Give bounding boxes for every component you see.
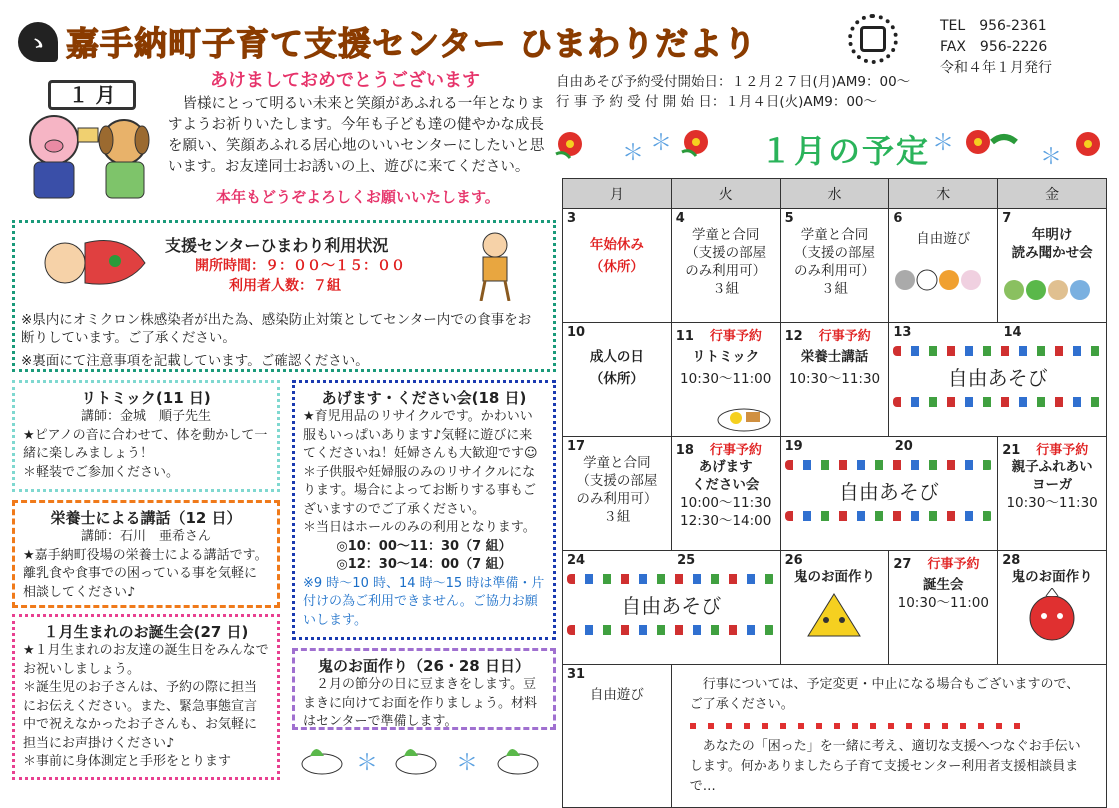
calendar-day [671, 323, 780, 437]
calendar-week [563, 665, 1107, 808]
yellow-oni-mask-icon [804, 590, 864, 640]
birthday-text: ★１月生まれのお友達の誕生日をみんなでお祝いしましょう。 [23, 643, 269, 677]
day-event: （休所） [589, 371, 644, 387]
camellia-icon [1070, 130, 1106, 160]
day-number: 26 [784, 553, 803, 568]
snow-rabbit-decoration [296, 736, 546, 782]
day-event: （支援の部屋 [685, 245, 767, 261]
day-number: 5 [784, 211, 794, 226]
bead-decoration [893, 397, 1102, 407]
fax: FAX 956-2226 [940, 39, 1048, 55]
day-number: 3 [567, 211, 577, 226]
recycle-text: ＊子供服や妊婦服のみのリサイクルになります。場合によってお断りする事もございますのでご了承ください。 [303, 464, 536, 517]
day-event: （支援の部屋 [793, 245, 875, 261]
snowflake-icon: ＊ [932, 131, 955, 156]
usage-note: ※県内にオミクロン株感染者が出た為、感染防止対策としてセンター内での食事をお断りしています。ご了承ください。 [21, 312, 532, 346]
calendar-day [563, 323, 672, 437]
calendar-day [671, 209, 780, 323]
rhythmic-text: ★ピアノの音に合わせて、体を動かして一緒に楽しみましょう！ [23, 427, 268, 461]
january-calendar [562, 178, 1107, 808]
zodiac-animals-icon [1002, 272, 1102, 308]
day-number: 17 [567, 439, 586, 454]
snowflake-icon: ＊ [622, 141, 645, 166]
weekday-header: 金 [998, 179, 1107, 209]
reservation-tag: 行事予約 [1036, 443, 1089, 458]
calendar-week [563, 209, 1107, 323]
calendar-week [563, 437, 1107, 551]
weekday-header: 木 [889, 179, 998, 209]
snowflake-icon: ＊ [1040, 145, 1063, 170]
support-notice: あなたの「困った」を一緒に考え、適切な支援へつなぐお手伝いします。何かありましたら子育て支援センター利用者支援相談員まで… [689, 739, 1081, 794]
nutrition-teacher: 講師：石川 亜希さん [80, 529, 211, 544]
birthday-party-box [12, 614, 280, 780]
oni-mask-box [292, 648, 556, 730]
calendar-day-span [563, 551, 781, 665]
day-event: 親子ふれあい [1011, 459, 1093, 475]
calendar-header-row [563, 179, 1107, 209]
day-event: ３組 [603, 509, 631, 525]
weekday-header: 月 [563, 179, 672, 209]
svg-text:＊: ＊ [456, 751, 479, 776]
camellia-icon [678, 128, 714, 158]
new-year-greeting: あけましておめでとうございます [210, 70, 480, 91]
calendar-notice [671, 665, 1106, 808]
day-time: 12:30～14:00 [680, 513, 772, 529]
camellia-icon [552, 130, 588, 160]
bead-decoration [785, 511, 994, 521]
bead-decoration [785, 460, 994, 470]
day-number: 10 [567, 325, 586, 340]
day-number: 7 [1002, 211, 1012, 226]
tel: TEL 956-2361 [940, 18, 1047, 34]
day-number: 6 [893, 211, 903, 226]
rhythmic-title: リトミック(11 日) [81, 389, 211, 407]
reserve-event: 行 事 予 約 受 付 開 始 日：１月４日(火)AM9：00～ [556, 94, 878, 110]
schedule-title: １月の予定 [760, 132, 931, 170]
month-badge: １ 月 [48, 80, 136, 110]
opening-hours: 開所時間：９：００～１５：００ [195, 258, 405, 274]
bead-decoration [893, 346, 1102, 356]
day-event: 学童と合同 [691, 227, 760, 243]
day-number: 21 [1002, 443, 1021, 458]
day-event: （休所） [589, 259, 644, 275]
day-number: 18 [675, 443, 694, 458]
oni-text: ２月の節分の日に豆まきをします。豆まきに向けてお面を作りましょう。材料はセンターで準備します。 [303, 677, 538, 729]
rhythmic-teacher: 講師：金城 順子先生 [80, 409, 211, 424]
free-play-label: 自由あそび [621, 594, 722, 618]
recycle-event-box [292, 380, 556, 640]
birthday-text: ＊誕生児のお子さんは、予約の際に担当にお伝えください。また、緊急事態宣言中で祝えなかったお子さんも、お気軽に担当にお声掛けください♪ [23, 680, 258, 751]
recycle-text: ＊当日はホールのみの利用となります。 [303, 520, 536, 535]
day-event: 成人の日 [589, 349, 644, 365]
day-event: 自由遊び [589, 687, 644, 703]
day-event: のみ利用可） [793, 263, 875, 279]
birthday-title: １月生まれのお誕生会(27 日) [43, 623, 249, 641]
svg-text:＊: ＊ [356, 751, 379, 776]
day-event: 自由遊び [916, 231, 971, 247]
calendar-day [780, 551, 889, 665]
day-event: 年始休み [589, 237, 644, 253]
oni-title: 鬼のお面作り（26・28 日日） [318, 657, 530, 675]
day-time: 10:30～11:30 [1006, 495, 1098, 511]
day-event: のみ利用可） [685, 263, 767, 279]
pig-and-dog-illustration [14, 110, 164, 200]
calendar-day [780, 323, 889, 437]
day-time: 10:30～11:00 [897, 595, 989, 611]
day-event: 学童と合同 [583, 455, 651, 471]
snowflake-icon: ＊ [650, 131, 673, 156]
day-time: 10:00～11:30 [680, 495, 772, 511]
bead-decoration [567, 574, 776, 584]
usage-note: ※裏面にて注意事項を記載しています。ご確認ください。 [21, 353, 369, 369]
page-title: 嘉手納町子育て支援センター ひまわりだより [66, 24, 758, 63]
bead-decoration [567, 625, 776, 635]
rhythmic-box [12, 380, 280, 492]
day-number: 28 [1002, 553, 1021, 568]
calendar-day [998, 551, 1107, 665]
day-event: 誕生会 [923, 577, 964, 593]
shishi-lion-illustration [35, 233, 155, 293]
day-number: 31 [567, 667, 586, 682]
grandparent-stilts-illustration [455, 227, 535, 301]
day-event: のみ利用可） [576, 491, 658, 507]
calendar-day [998, 209, 1107, 323]
schedule-notice: 行事については、予定変更・中止になる場合もございますので、ご了承ください。 [689, 677, 1080, 712]
day-event: ３組 [712, 281, 740, 297]
greeting-text: 皆様にとって明るい未来と笑顔があふれる一年となりますようお祈りいたします。今年も子ども達の健やかな成長を願い、笑顔あふれる居心地のいいセンターにしたいと思います。お友達同士お誘いの上、遊びに来てください。 [168, 96, 545, 175]
reservation-tag: 行事予約 [709, 329, 762, 344]
day-event: ください会 [691, 477, 760, 493]
day-time: 10:30～11:30 [788, 371, 881, 387]
day-number: 14 [1003, 325, 1022, 340]
usage-title: 支援センターひまわり利用状況 [165, 236, 389, 255]
day-number: 13 [893, 325, 912, 340]
day-number: 11 [675, 329, 694, 344]
recycle-note: ※9 時～10 時、14 時～15 時は準備・片付けの為ご利用できません。ご協力お願いします。 [303, 575, 545, 628]
day-number: 25 [677, 553, 696, 568]
day-number: 19 [784, 439, 803, 454]
day-event: 学童と合同 [800, 227, 869, 243]
town-logo: ゝ [18, 22, 58, 62]
day-event: ３組 [820, 281, 848, 297]
day-event: あげます [698, 459, 753, 475]
calendar-day [563, 437, 672, 551]
recycle-text: ★育児用品のリサイクルです。かわいい服もいっぱいあります♪気軽に遊びに来てくださいね！妊婦さんも大歓迎です☺ [303, 409, 538, 461]
greeting-closing: 本年もどうぞよろしくお願いいたします。 [216, 188, 500, 206]
recycle-title: あげます・ください会(18 日) [321, 389, 527, 407]
breakfast-plate-icon [716, 402, 772, 432]
nutrition-text: ★嘉手納町役場の栄養士による講話です。離乳食や食事での困っている事を気軽に相談してください♪ [23, 547, 268, 600]
dotted-divider [690, 723, 1022, 729]
day-number: 4 [675, 211, 685, 226]
weekday-header: 火 [671, 179, 780, 209]
day-number: 27 [893, 557, 912, 572]
contact-info [940, 16, 1052, 79]
calendar-day-span [780, 437, 998, 551]
day-number: 24 [567, 553, 586, 568]
reservation-tag: 行事予約 [818, 329, 871, 344]
calendar-day [563, 665, 672, 808]
day-event: 栄養士講話 [800, 349, 869, 365]
day-number: 20 [894, 439, 913, 454]
calendar-day [563, 209, 672, 323]
birthday-text: ＊事前に身体測定と手形をとります [23, 754, 232, 769]
day-event: リトミック [692, 349, 760, 365]
reservation-info [556, 72, 910, 112]
day-event: 読み聞かせ会 [1011, 245, 1093, 261]
usage-status-box [12, 220, 556, 372]
visitor-count: 利用者人数：７組 [229, 278, 341, 294]
calendar-day [780, 209, 889, 323]
calendar-day [889, 551, 998, 665]
reservation-tag: 行事予約 [709, 443, 762, 458]
issue-date: 令和４年１月発行 [940, 60, 1052, 76]
day-number: 12 [784, 329, 803, 344]
recycle-time: ◎10：00～11：30（7 組） [336, 538, 512, 554]
free-play-label: 自由あそび [838, 480, 939, 504]
recycle-time: ◎12：30～14：00（7 組） [336, 557, 512, 572]
calendar-week [563, 323, 1107, 437]
calendar-week [563, 551, 1107, 665]
zodiac-animals-icon [893, 262, 993, 298]
day-event: （支援の部屋 [576, 473, 658, 489]
day-time: 10:30～11:00 [680, 371, 772, 387]
calendar-day [671, 437, 780, 551]
day-event: 鬼のお面作り [793, 569, 875, 585]
calendar-day [889, 209, 998, 323]
red-oni-mask-icon [1022, 588, 1082, 642]
day-event: ヨーガ [1031, 477, 1073, 493]
reserve-free: 自由あそび予約受付開始日：１２月２７日(月)AM9：00～ [556, 74, 911, 90]
weekday-header: 水 [780, 179, 889, 209]
day-event: 年明け [1031, 227, 1073, 243]
rhythmic-text: ＊軽装でご参加ください。 [23, 464, 180, 480]
day-event: 鬼のお面作り [1011, 569, 1093, 585]
camellia-icon [958, 128, 1028, 158]
nutrition-talk-box [12, 500, 280, 608]
nutrition-title: 栄養士による講話（12 日） [50, 509, 242, 527]
calendar-day [998, 437, 1107, 551]
calendar-day-span [889, 323, 1107, 437]
free-play-label: 自由あそび [947, 366, 1048, 390]
reservation-tag: 行事予約 [927, 557, 980, 572]
sunflower-emblem-icon [848, 14, 898, 64]
